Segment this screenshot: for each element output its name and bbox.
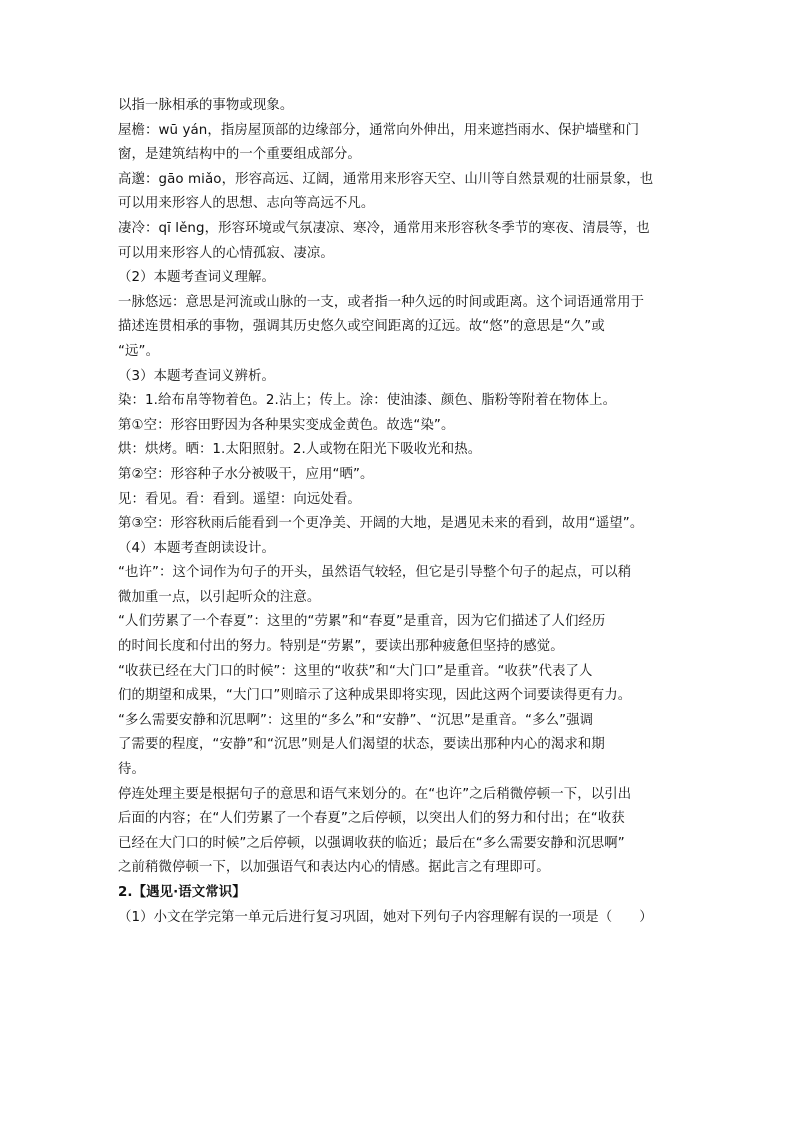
text-line: “也许”：这个词作为句子的开头，虽然语气较轻，但它是引导整个句子的起点，可以稍 bbox=[118, 565, 632, 581]
text-line: 第③空：形容秋雨后能看到一个更净美、开阔的大地，是遇见未来的看到，故用“遥望”。 bbox=[118, 516, 644, 532]
text-line: 之前稍微停顿一下，以加强语气和表达内心的情感。据此言之有理即可。 bbox=[118, 860, 550, 876]
text-line: 窗，是建筑结构中的一个重要组成部分。 bbox=[118, 147, 361, 163]
text-line: 可以用来形容人的心情孤寂、凄凉。 bbox=[118, 245, 334, 261]
question-heading: 2.【遇见·语文常识】 bbox=[118, 885, 246, 900]
text-line: 凄冷：qī lěng，形容环境或气氛凄凉、寒冷，通常用来形容秋冬季节的寒夜、清晨等，也 bbox=[118, 220, 650, 236]
text-line: 的时间长度和付出的努力。特别是“劳累”，要读出那种疲惫但坚持的感觉。 bbox=[118, 639, 564, 655]
text-line: “多么需要安静和沉思啊”：这里的“多么”和“安静”、“沉思”是重音。“多么”强调 bbox=[118, 712, 594, 728]
section-heading: （3）本题考查词义辨析。 bbox=[118, 368, 276, 384]
answer-explanation-text bbox=[118, 94, 678, 930]
text-line: 待。 bbox=[118, 762, 145, 778]
text-line: 停连处理主要是根据句子的意思和语气来划分的。在“也许”之后稍微停顿一下，以引出 bbox=[118, 786, 632, 802]
text-line: 第②空：形容种子水分被吸干，应用“晒”。 bbox=[118, 466, 374, 482]
text-line: 一脉悠远：意思是河流或山脉的一支，或者指一种久远的时间或距离。这个词语通常用于 bbox=[118, 294, 645, 310]
question-stem: （1）小文在学完第一单元后进行复习巩固，她对下列句子内容理解有误的一项是（ ） bbox=[118, 909, 653, 925]
text-line: 以指一脉相承的事物或现象。 bbox=[118, 98, 294, 113]
text-line: “收获已经在大门口的时候”：这里的“收获”和“大门口”是重音。“收获”代表了人 bbox=[118, 663, 593, 679]
text-line: 已经在大门口的时候”之后停顿，以强调收获的临近；最后在“多么需要安静和沉思啊” bbox=[118, 835, 625, 851]
text-line: 可以用来形容人的思想、志向等高远不凡。 bbox=[118, 196, 375, 212]
text-line: 后面的内容；在“人们劳累了一个春夏”之后停顿，以突出人们的努力和付出；在“收获 bbox=[118, 811, 625, 827]
text-line: 了需要的程度，“安静”和“沉思”则是人们渴望的状态，要读出那种内心的渴求和期 bbox=[118, 737, 605, 753]
section-heading: （4）本题考查朗读设计。 bbox=[118, 540, 276, 556]
text-line: “人们劳累了一个春夏”：这里的“劳累”和“春夏”是重音，因为它们描述了人们经历 bbox=[118, 614, 606, 630]
text-line: 第①空：形容田野因为各种果实变成金黄色。故选“染”。 bbox=[118, 417, 455, 433]
section-heading: （2）本题考查词义理解。 bbox=[118, 270, 276, 286]
text-line: 见：看见。看：看到。遥望：向远处看。 bbox=[118, 491, 361, 507]
text-line: 描述连贯相承的事物，强调其历史悠久或空间距离的辽远。故“悠”的意思是“久”或 bbox=[118, 319, 605, 335]
text-line: 们的期望和成果，“大门口”则暗示了这种成果即将实现，因此这两个词要读得更有力。 bbox=[118, 688, 632, 704]
text-line: 染：1.给布帛等物着色。2.沾上；传上。涂：使油漆、颜色、脂粉等附着在物体上。 bbox=[118, 393, 617, 409]
text-line: “远”。 bbox=[118, 343, 160, 359]
text-line: 烘：烘烤。晒：1.太阳照射。2.人或物在阳光下吸收光和热。 bbox=[118, 442, 482, 458]
text-line: 高邈：gāo miǎo，形容高远、辽阔，通常用来形容天空、山川等自然景观的壮丽景象，也 bbox=[118, 171, 654, 187]
text-line: 微加重一点，以引起听众的注意。 bbox=[118, 589, 321, 605]
text-line: 屋檐：wū yán，指房屋顶部的边缘部分，通常向外伸出，用来遮挡雨水、保护墙壁和门 bbox=[118, 122, 640, 138]
